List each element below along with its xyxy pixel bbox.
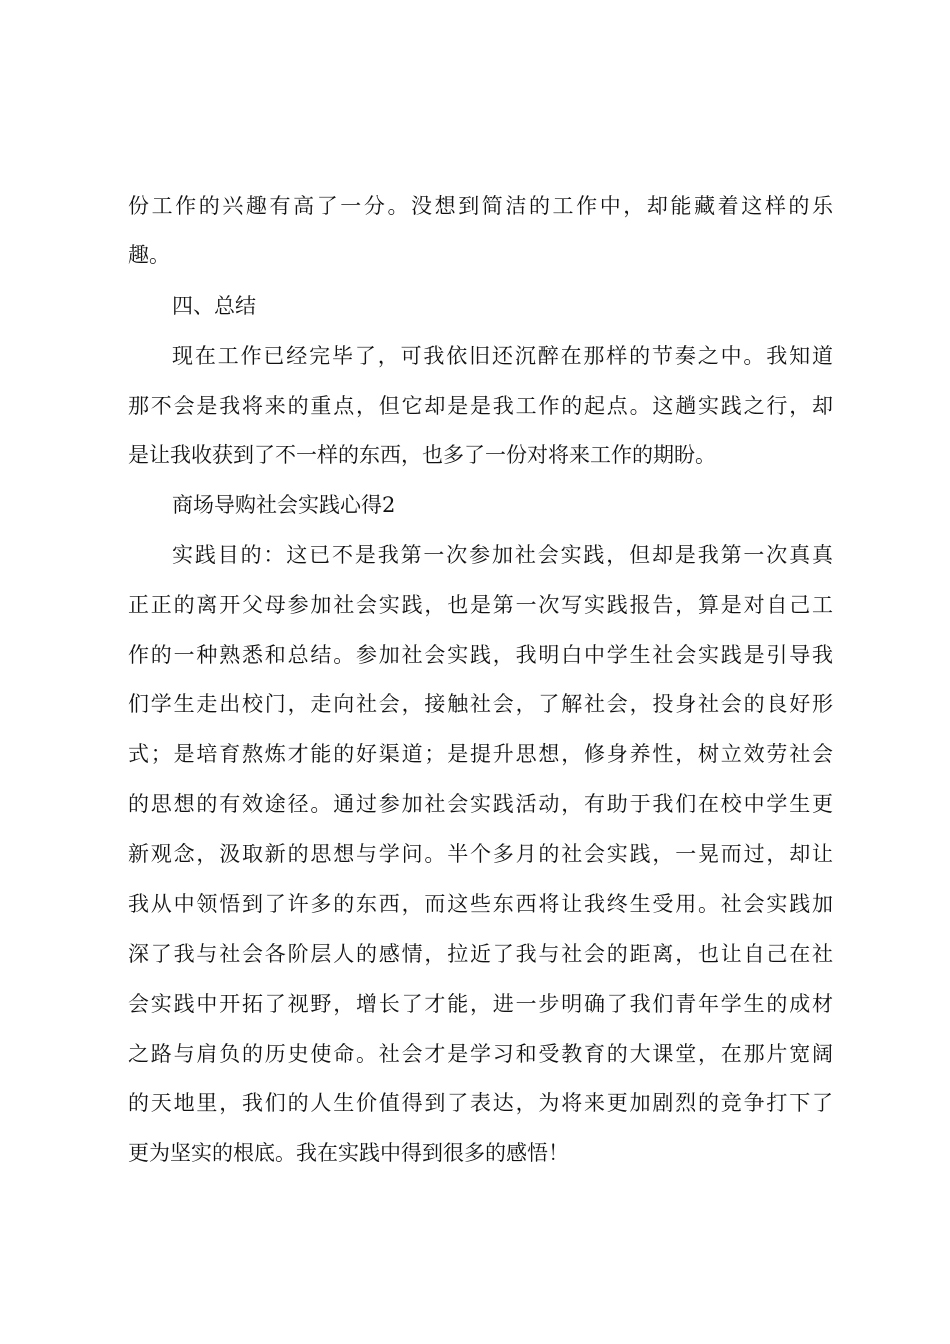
paragraph-line: 深了我与社会各阶层人的感情，拉近了我与社会的距离，也让自己在社 (128, 942, 833, 966)
paragraph-line: 式；是培育熬炼才能的好渠道；是提升思想，修身养性，树立效劳社会 (128, 742, 833, 766)
paragraph-line: 实践目的：这已不是我第一次参加社会实践，但却是我第一次真真 (172, 543, 833, 567)
paragraph-line: 是让我收获到了不一样的东西，也多了一份对将来工作的期盼。 (128, 443, 716, 467)
section-heading: 四、总结 (172, 294, 256, 318)
paragraph-line: 份工作的兴趣有高了一分。没想到简洁的工作中，却能藏着这样的乐 (128, 194, 833, 218)
paragraph-line: 会实践中开拓了视野，增长了才能，进一步明确了我们青年学生的成材 (128, 992, 833, 1016)
paragraph-line: 的天地里，我们的人生价值得到了表达，为将来更加剧烈的竞争打下了 (128, 1091, 833, 1115)
paragraph-line: 我从中领悟到了许多的东西，而这些东西将让我终生受用。社会实践加 (128, 892, 833, 916)
paragraph-line: 正正的离开父母参加社会实践，也是第一次写实践报告，算是对自己工 (128, 593, 833, 617)
paragraph-line: 们学生走出校门，走向社会，接触社会，了解社会，投身社会的良好形 (128, 692, 833, 716)
paragraph-line: 新观念，汲取新的思想与学问。半个多月的社会实践，一晃而过，却让 (128, 842, 833, 866)
paragraph-line: 现在工作已经完毕了，可我依旧还沉醉在那样的节奏之中。我知道 (172, 344, 833, 368)
article-title: 商场导购社会实践心得2 (172, 493, 396, 517)
paragraph-line: 作的一种熟悉和总结。参加社会实践，我明白中学生社会实践是引导我 (128, 643, 833, 667)
paragraph-line: 那不会是我将来的重点，但它却是是我工作的起点。这趟实践之行，却 (128, 394, 833, 418)
paragraph-line: 之路与肩负的历史使命。社会才是学习和受教育的大课堂，在那片宽阔 (128, 1042, 833, 1066)
paragraph-line: 更为坚实的根底。我在实践中得到很多的感悟！ (128, 1141, 569, 1165)
paragraph-line: 的思想的有效途径。通过参加社会实践活动，有助于我们在校中学生更 (128, 792, 833, 816)
paragraph-line: 趣。 (128, 243, 170, 267)
